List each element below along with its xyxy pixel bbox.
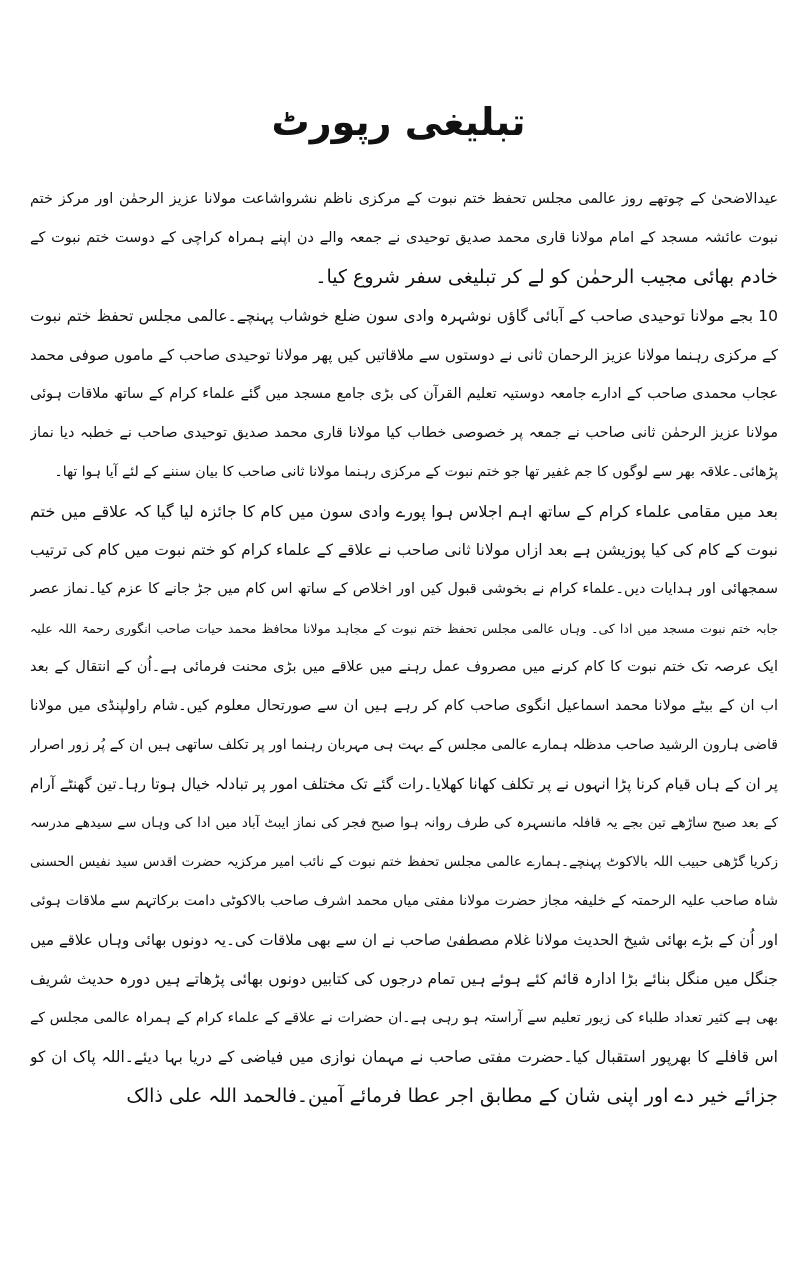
text-line: جزائے خیر دے اور اپنی شان کے مطابق اجر عطا فرمائے آمین۔فالحمد اللہ علی ذالک xyxy=(126,1085,778,1107)
text-line: جابہ ختم نبوت مسجد میں ادا کی۔ وہاں عالمی مجلس تحفظ ختم نبوت کے مجاہد مولانا محافظ محمد حیات صاحب انگوری رحمۃ اللہ علیہ xyxy=(30,621,778,636)
text-line: ایک عرصہ تک ختم نبوت کا کام کرنے میں مصروف عمل رہنے میں علاقے میں بڑی محنت فرمائی ہے۔اُن کے انتقال کے بعد xyxy=(30,659,778,675)
text-line: عجاب محمدی صاحب کے ادارے جامعہ دوستیہ تعلیم القرآن کی بڑی جامع مسجد میں گئے علماء کرام کے ساتھ ملاقات ہوئی xyxy=(30,386,778,402)
text-line: مولانا عزیز الرحمٰن ثانی صاحب نے جمعہ پر خصوصی خطاب کیا مولانا قاری محمد صدیق توحیدی صاحب نے خطبہ دیا نماز xyxy=(30,425,778,441)
text-line: جنگل میں منگل بنائے بڑا ادارہ قائم کئے ہوئے ہیں تمام درجوں کی کتابیں دونوں بھائی پڑھاتے ہیں دورہ حدیث شریف xyxy=(30,970,778,988)
text-line: اور اُن کے بڑے بھائی شیخ الحدیث مولانا غلام مصطفیٰ صاحب نے ان سے بھی ملاقات کی۔یہ دونوں بھائی وہاں علاقے میں xyxy=(30,931,778,949)
page-title: تبلیغی رپورٹ xyxy=(271,100,526,144)
text-line: بھی ہے کثیر تعداد طلباء کی زیور تعلیم سے آراستہ ہو رہی ہے۔ان حضرات نے علاقے کے علماء کرام کے ہمراہ عالمی مجلس کے xyxy=(30,1010,778,1026)
text-line: عیدالاضحیٰ کے چوتھے روز عالمی مجلس تحفظ ختم نبوت کے مرکزی ناظم نشرواشاعت مولانا عزیز الرحمٰن اور مرکز ختم xyxy=(30,191,778,207)
text-line: کے مرکزی رہنما مولانا عزیز الرحمان ثانی نے دوستوں سے ملاقاتیں کیں پھر مولانا توحیدی صاحب کے ماموں صوفی محمد xyxy=(30,346,778,364)
text-line: پر ان کے ہاں قیام کرنا پڑا انہوں نے پر تکلف کھانا کھلایا۔رات گئے تک مختلف امور پر تبادلہ خیال ہوتا رہا۔تین گھنٹے آرام xyxy=(30,775,778,793)
text-line: شاہ صاحب علیہ الرحمتہ کے خلیفہ مجاز حضرت مولانا مفتی میاں محمد اشرف صاحب بالاکوٹی دامت برکاتہم سے ملاقات ہوئی xyxy=(30,893,778,909)
text-line: نبوت عائشہ مسجد کے امام مولانا قاری محمد صدیق توحیدی نے جمعہ والے دن اپنے ہمراہ کراچی کے دوست ختم نبوت کے xyxy=(30,230,778,246)
text-line: بعد میں مقامی علماء کرام کے ساتھ اہم اجلاس ہوا پورے وادی سون میں کام کا جائزہ لیا گیا کہ علاقے میں ختم xyxy=(30,502,778,521)
text-line: اب ان کے بیٹے مولانا محمد اسماعیل انگوی صاحب کام کر رہے ہیں ان سے صورتحال معلوم کیں۔شام راولپنڈی میں مولانا xyxy=(30,698,778,714)
text-line: اس قافلے کا بھرپور استقبال کیا۔حضرت مفتی صاحب نے مہمان نوازی میں فیاضی کے دریا بہا دیئے۔اللہ پاک ان کو xyxy=(30,1048,778,1066)
text-line: 10 بجے مولانا توحیدی صاحب کے آبائی گاؤں نوشہرہ وادی سون ضلع خوشاب پہنچے۔عالمی مجلس تحفظ ختم نبوت xyxy=(30,307,778,325)
text-line: نبوت کے کام کی کیا پوزیشن ہے بعد ازاں مولانا ثانی صاحب نے علاقے کے علماء کرام کو ختم نبوت میں کام کی ترتیب xyxy=(30,541,778,559)
text-line: خادم بھائی مجیب الرحمٰن کو لے کر تبلیغی سفر شروع کیا۔ xyxy=(315,266,778,288)
text-line: زکریا گڑھی حبیب اللہ بالاکوٹ پہنچے۔ہمارے عالمی مجلس تحفظ ختم نبوت کے نائب امیر مرکزیہ حضرت اقدس سید نفیس الحسنی xyxy=(30,854,778,870)
text-line: سمجھائی اور ہدایات دیں۔علماء کرام نے بخوشی قبول کیں اور اخلاص کے ساتھ اس کام میں جڑ جانے کا عزم کیا۔نماز عصر xyxy=(30,581,778,597)
report-body xyxy=(30,180,778,1116)
text-line: پڑھائی۔علاقہ بھر سے لوگوں کا جم غفیر تھا جو ختم نبوت کے مرکزی رہنما مولانا ثانی صاحب کا بیان سننے کے لئے آیا ہوا تھا۔ xyxy=(54,464,778,480)
text-line: قاضی ہارون الرشید صاحب مدظلہ ہمارے عالمی مجلس کے بہت ہی مہربان رہنما اور پر تکلف ساتھی ہیں ان کے پُر زور اصرار xyxy=(30,737,778,753)
text-line: کے بعد صبح ساڑھے تین بجے یہ قافلہ مانسہرہ کی طرف روانہ ہوا صبح فجر کی نماز ایبٹ آباد میں ادا کی وہاں سے سیدھے مدرسہ xyxy=(30,815,778,831)
